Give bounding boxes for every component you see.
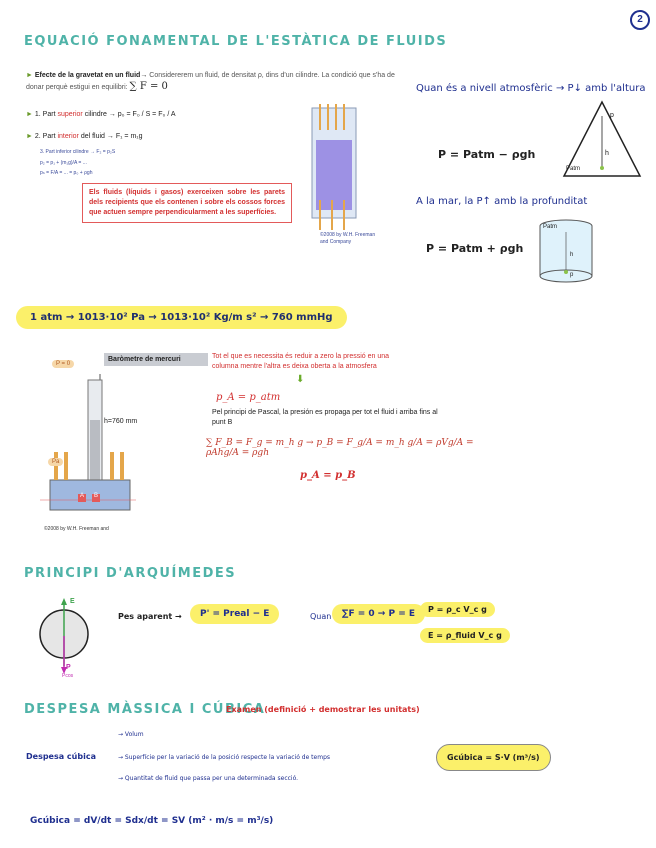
figure-copyright: ©2008 by W.H. Freeman and Company (320, 232, 376, 245)
section-title-fluids: EQUACIÓ FONAMENTAL DE L'ESTÀTICA DE FLUIDS (24, 34, 448, 49)
archimedes-sphere-diagram (30, 596, 100, 676)
cylinder-p-label: p (570, 272, 574, 278)
perpendicular-forces-note: Els fluids (líquids i gasos) exerceixen sobre les parets dels recipients que els contenen i sobre els cossos forces que actuen sempre perpendicularment a les superfícies. (82, 183, 292, 223)
equilibrium-eq: ∑F = 0 → P = E (332, 604, 425, 624)
barometer-copyright: ©2008 by W.H. Freeman and (44, 526, 109, 532)
down-arrow-icon: ⬇ (296, 374, 305, 385)
pa-equals-patm: p_A = p_atm (216, 392, 281, 403)
triangle-p-label: p (610, 112, 614, 119)
triangle-h-label: h (605, 150, 609, 157)
cylinder-h-label: h (570, 252, 574, 258)
cylinder-fluid-illustration (292, 100, 376, 240)
page-number: 2 (630, 10, 650, 30)
sum-equation: ∑ F = 0 (129, 81, 168, 92)
intro-paragraph: ► Efecte de la gravetat en un fluid→ Considererem un fluid, de densitat ρ, dins d'un cilindre. La condició que s'ha de donar perquè estigui en equilibri: ∑ F = 0 (26, 72, 395, 92)
atm-conversion: 1 atm → 1013·10² Pa → 1013·10² Kg/m s² → 760 mmHg (16, 306, 347, 329)
barometer-title: Baròmetre de mercuri (104, 353, 208, 366)
sea-note: A la mar, la P↑ amb la profunditat (416, 196, 588, 207)
bullet-arrow-icon: ► (26, 133, 33, 140)
pressure-eq-plus: P = Patm + ρgh (426, 242, 524, 255)
height-label: h=760 mm (104, 418, 138, 425)
despesa-item-quantitat: → Quantitat de fluid que passa per una determinada secció. (118, 775, 299, 782)
weight-density-eq: P = ρ_c V_c g (420, 602, 495, 617)
mercury-barometer-diagram (40, 370, 136, 520)
despesa-cubica-label: Despesa cúbica (26, 752, 96, 761)
derivation-2: pₙ = F/A = ... = p₀ + ρgh (40, 170, 93, 176)
point-b-label: B (94, 493, 99, 499)
apparent-weight-label: Pes aparent → (118, 612, 182, 621)
buoyancy-e-label: E (70, 598, 75, 605)
cubic-flow-derivation: Gcúbica = dV/dt = Sdx/dt = SV (m² · m/s = m³/s) (30, 816, 274, 826)
cylinder-patm-label: Patm (543, 224, 558, 230)
buoyancy-density-eq: E = ρ_fluid V_c g (420, 628, 510, 643)
quan-label: Quan (310, 612, 332, 621)
atmospheric-note: Quan és a nivell atmosfèric → P↓ amb l'altura (416, 83, 646, 94)
pascal-text: Pel principi de Pascal, la presión es propaga per tot el fluid i arriba fins al punt B (212, 409, 438, 426)
bullet-arrow-icon: ► (26, 111, 33, 118)
barometer-formula: ∑ F_B = F_g = m_h g → p_B = F_g/A = m_h g/A = ρVg/A = ρAhg/A = ρgh (206, 438, 474, 458)
part3-line: 3. Part inferior cilindre → F₂ = p₂S (40, 149, 116, 155)
section-title-archimedes: PRINCIPI D'ARQUÍMEDES (24, 566, 237, 581)
part2-line: ► 2. Part interior del fluid → F₁ = m₁g (26, 133, 143, 140)
cubic-flow-box: Gcúbica = S·V (m³/s) (436, 744, 551, 771)
p-zero-label: P = 0 (52, 360, 74, 368)
derivation-1: p₂ = p₁ + (m₁g)/A = ... (40, 160, 87, 166)
weight-sub-label: Pcos (62, 673, 74, 679)
apparent-weight-eq: P' = Preal − E (190, 604, 279, 624)
reduce-to-zero-note: Tot el que es necessita és reduir a zero la pressió en una columna mentre l'altra es deixa oberta a la atmosfera (212, 353, 390, 370)
point-a-label: A (80, 493, 85, 499)
pa-label: Pa (48, 458, 63, 466)
pa-equals-pb: p_A = p_B (300, 470, 356, 481)
exam-note: Examen (definició + demostrar les unitats) (226, 705, 420, 714)
weight-p-label: P (66, 664, 71, 671)
despesa-item-superficie: → Superfície per la variació de la posició respecte la variació de temps (118, 754, 331, 761)
section-title-despesa: DESPESA MÀSSICA I CÚBICA (24, 702, 266, 717)
part1-line: ► 1. Part superior cilindre → p₀ = F₀ / S = F₀ / A (26, 111, 176, 118)
bullet-arrow-icon: ► (26, 72, 33, 79)
triangle-patm-label: Patm (566, 166, 581, 172)
pressure-eq-minus: P = Patm − ρgh (438, 148, 536, 161)
despesa-item-volum: → Volum (118, 731, 144, 738)
